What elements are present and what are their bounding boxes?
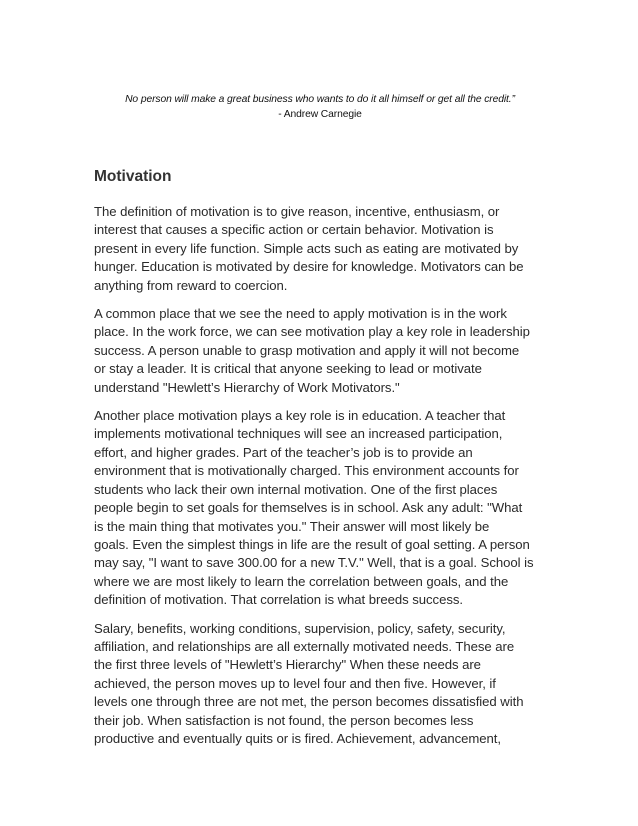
paragraph-line: effort, and higher grades. Part of the teacher’s job is to provide an: [94, 444, 473, 460]
paragraph-line: or stay a leader. It is critical that anyone seeking to lead or motivate: [94, 361, 482, 377]
paragraph-line: the first three levels of "Hewlett’s Hierarchy" When these needs are: [94, 657, 481, 673]
paragraph-line: environment that is motivationally charged. This environment accounts for: [94, 463, 519, 479]
paragraph-line: A common place that we see the need to apply motivation is in the work: [94, 306, 507, 322]
quote-text: No person will make a great business who wants to do it all himself or get all the credit.”: [125, 94, 515, 105]
paragraph: [94, 407, 554, 609]
paragraph-line: levels one through three are not met, the person becomes dissatisfied with: [94, 694, 524, 710]
paragraph-line: present in every life function. Simple acts such as eating are motivated by: [94, 240, 519, 256]
paragraph-line: The definition of motivation is to give reason, incentive, enthusiasm, or: [94, 204, 500, 219]
paragraph-line: affiliation, and relationships are all externally motivated needs. These are: [94, 638, 515, 654]
paragraph-line: definition of motivation. That correlation is what breeds success.: [94, 592, 463, 608]
paragraph: [94, 203, 554, 295]
paragraph-line: where we are most likely to learn the correlation between goals, and the: [94, 573, 509, 589]
paragraph-line: productive and eventually quits or is fired. Achievement, advancement,: [94, 730, 502, 746]
paragraph: [94, 305, 554, 397]
paragraph-line: is the main thing that motivates you." Their answer will most likely be: [94, 518, 490, 534]
paragraph-line: place. In the work force, we can see motivation play a key role in leadership: [94, 324, 530, 340]
paragraph-line: understand "Hewlett’s Hierarchy of Work Motivators.": [94, 379, 400, 395]
section-heading: Motivation: [94, 168, 172, 185]
paragraph-line: Another place motivation plays a key role is in education. A teacher that: [94, 408, 506, 424]
paragraph-line: interest that causes a specific action or certain behavior. Motivation is: [94, 222, 494, 238]
quote-author: - Andrew Carnegie: [278, 109, 362, 120]
paragraph-line: anything from reward to coercion.: [94, 277, 288, 293]
epigraph-quote: [92, 92, 548, 122]
section-body: [94, 203, 554, 758]
paragraph-line: students who lack their own internal motivation. One of the first places: [94, 481, 498, 497]
paragraph-line: success. A person unable to grasp motivation and apply it will not become: [94, 342, 520, 358]
paragraph-line: goals. Even the simplest things in life are the result of goal setting. A person: [94, 536, 530, 552]
paragraph-line: Salary, benefits, working conditions, supervision, policy, safety, security,: [94, 620, 506, 636]
paragraph: [94, 620, 554, 749]
paragraph-line: implements motivational techniques will see an increased participation,: [94, 426, 503, 442]
paragraph-line: may say, "I want to save 300.00 for a new T.V." Well, that is a goal. School is: [94, 555, 534, 571]
paragraph-line: achieved, the person moves up to level four and then five. However, if: [94, 675, 496, 691]
paragraph-line: their job. When satisfaction is not found, the person becomes less: [94, 712, 474, 728]
paragraph-line: people begin to set goals for themselves is in school. Ask any adult: "What: [94, 500, 523, 516]
paragraph-line: hunger. Education is motivated by desire for knowledge. Motivators can be: [94, 259, 524, 275]
